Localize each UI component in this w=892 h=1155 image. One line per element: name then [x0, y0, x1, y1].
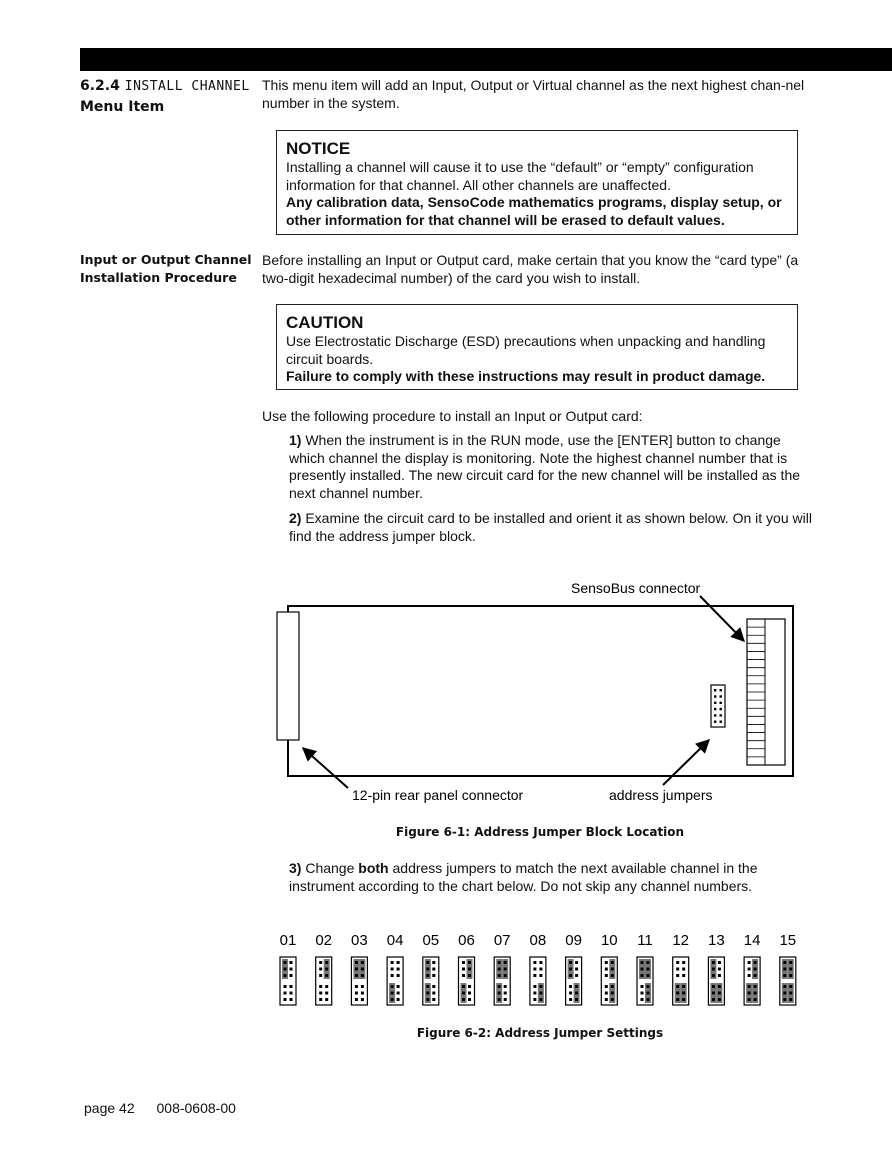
jumper-block-15	[780, 957, 796, 1005]
step-3-number: 3)	[289, 860, 302, 876]
subsection-title	[80, 251, 252, 287]
step-2	[289, 510, 819, 545]
channel-label: 02	[315, 932, 333, 949]
rear-connector-arrow	[303, 748, 348, 788]
jumper-block-14	[744, 957, 760, 1005]
step-3-text-a: Change	[301, 860, 359, 876]
notice-bold-text: Any calibration data, SensoCode mathematics programs, display setup, or other information for that channel will be erased to default values.	[286, 194, 782, 228]
sensobus-arrow	[700, 596, 744, 641]
channel-label: 05	[422, 932, 440, 949]
jumper-block-06	[459, 957, 475, 1005]
rear-connector-label: 12-pin rear panel connector	[352, 787, 524, 803]
jumper-block-01	[280, 957, 296, 1005]
section-title	[80, 76, 250, 117]
channel-label: 03	[351, 932, 368, 949]
step-2-text: Examine the circuit card to be installed and orient it as shown below. On it you will find the address jumper block.	[289, 510, 812, 544]
address-jumpers-label: address jumpers	[609, 787, 713, 803]
channel-label: 07	[493, 932, 511, 949]
jumper-block-13	[708, 957, 724, 1005]
channel-label: 01	[279, 932, 297, 949]
section-number: 6.2.4	[80, 78, 120, 94]
subsection-title-line2: Installation Procedure	[80, 270, 237, 285]
jumper-block-07	[494, 957, 510, 1005]
step-3-bold: both	[358, 860, 389, 876]
jumper-block-09	[566, 957, 582, 1005]
caution-heading: CAUTION	[286, 313, 364, 332]
procedure-intro: Use the following procedure to install an Input or Output card:	[262, 408, 643, 424]
jumper-block-04	[387, 957, 403, 1005]
channel-label: 13	[708, 932, 725, 949]
jumper-settings-chart	[270, 925, 810, 1015]
channel-label: 15	[779, 932, 797, 949]
figure-1-caption: Figure 6-1: Address Jumper Block Location	[395, 825, 685, 839]
address-jumper-block	[711, 685, 725, 727]
notice-text: Installing a channel will cause it to use the “default” or “empty” configuration information for that channel. All other channels are unaffected.	[286, 159, 754, 193]
step-1-text: When the instrument is in the RUN mode, use the [ENTER] button to change which channel the display is monitoring. Note the highest channel number that is presently installed. The new circuit card for the new channel will be installed as the next channel number.	[289, 432, 801, 501]
notice-box	[276, 130, 798, 235]
caution-box	[276, 304, 798, 390]
notice-heading: NOTICE	[286, 139, 351, 158]
step-1	[289, 432, 819, 502]
channel-label: 10	[600, 932, 618, 949]
jumper-block-10	[601, 957, 617, 1005]
page-footer	[84, 1100, 254, 1116]
page-number: page 42	[84, 1100, 135, 1116]
circuit-card-diagram	[260, 570, 820, 810]
channel-label: 11	[637, 932, 653, 949]
document-number: 008-0608-00	[156, 1100, 236, 1116]
header-bar	[80, 48, 892, 71]
jumper-block-02	[316, 957, 332, 1005]
channel-label: 08	[529, 932, 547, 949]
channel-label: 12	[672, 932, 690, 949]
figure-2-caption: Figure 6-2: Address Jumper Settings	[416, 1026, 664, 1040]
caution-text: Use Electrostatic Discharge (ESD) precautions when unpacking and handling circuit boards.	[286, 333, 766, 367]
step-1-number: 1)	[289, 432, 302, 448]
intro-paragraph: This menu item will add an Input, Output or Virtual channel as the next highest chan-nel number in the system.	[262, 77, 805, 111]
jumper-block-03	[351, 957, 367, 1005]
jumper-block-08	[530, 957, 546, 1005]
channel-label: 14	[743, 932, 761, 949]
channel-label: 06	[458, 932, 475, 949]
channel-label: 04	[386, 932, 404, 949]
jumper-block-11	[637, 957, 653, 1005]
channel-label: 09	[565, 932, 582, 949]
subsection-title-line1: Input or Output Channel	[80, 252, 252, 267]
step-3-text-b: address jumpers to match the next available channel in the instrument according to the chart below. Do not skip any channel numbers.	[289, 860, 758, 894]
jumper-block-12	[673, 957, 689, 1005]
step-3	[289, 860, 819, 895]
sensobus-label: SensoBus connector	[571, 580, 701, 596]
section-title-caps: INSTALL CHANNEL	[124, 79, 250, 94]
section-title-rest: Menu Item	[80, 99, 165, 115]
sensobus-connector	[747, 619, 785, 765]
jumper-block-05	[423, 957, 439, 1005]
before-paragraph: Before installing an Input or Output card, make certain that you know the “card type” (a two-digit hexadecimal number) of the card you wish to install.	[262, 252, 799, 286]
rear-panel-connector	[277, 612, 299, 740]
step-2-number: 2)	[289, 510, 302, 526]
caution-bold-text: Failure to comply with these instructions may result in product damage.	[286, 368, 766, 384]
jumpers-arrow	[663, 740, 709, 785]
